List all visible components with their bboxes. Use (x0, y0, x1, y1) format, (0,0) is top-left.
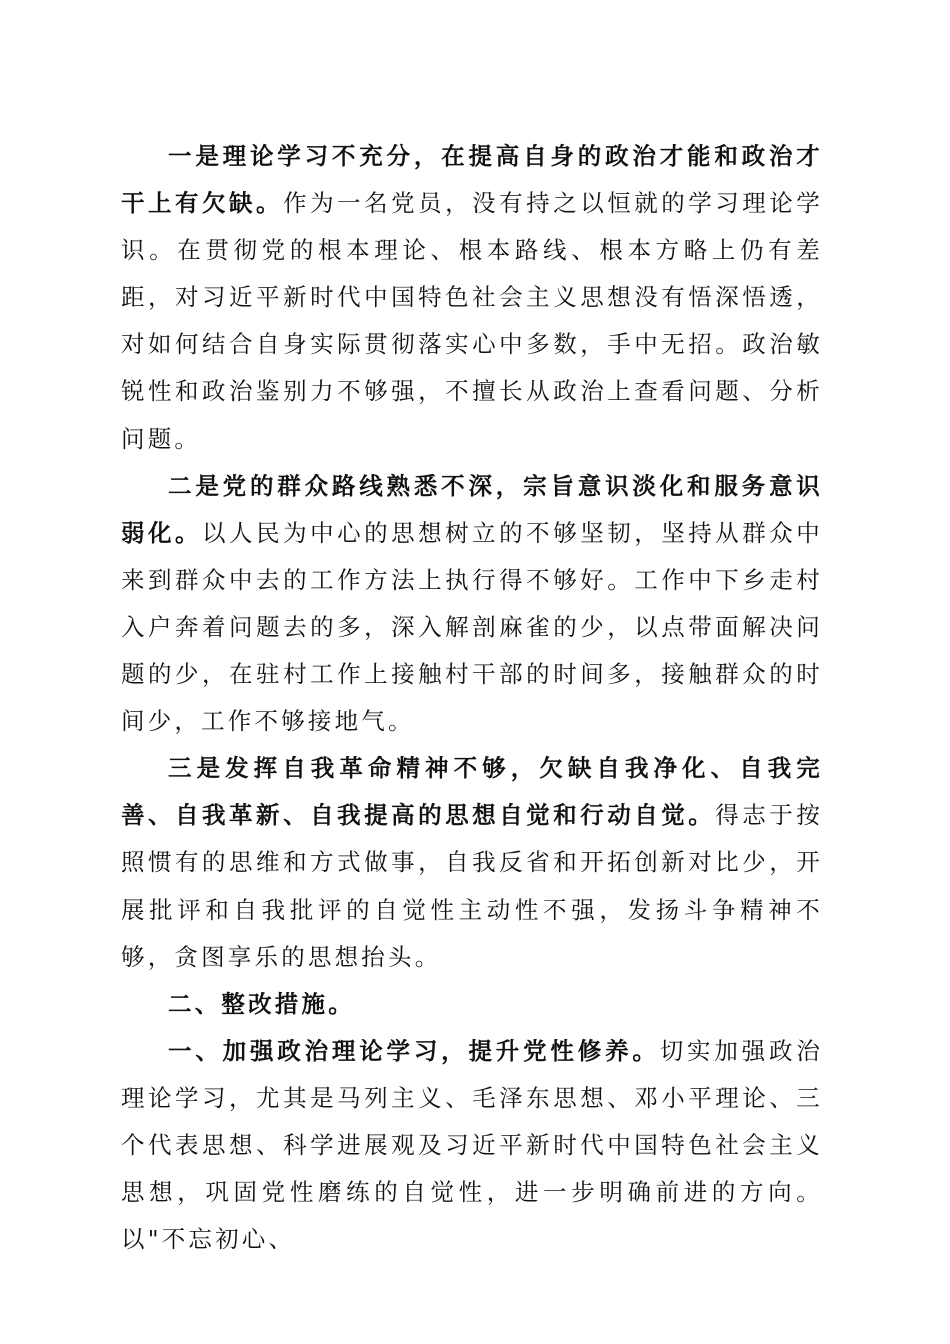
paragraph-problem-2 (121, 463, 823, 746)
paragraph-lead: 一、加强政治理论学习，提升党性修养。 (168, 1036, 660, 1065)
paragraph-lead: 三是发挥自我革命精神不够，欠缺自我净化、自我完善、自我革新、自我提高的思想自觉和行动自觉。 (121, 754, 823, 830)
paragraph-lead: 一是理论学习不充分，在提高自身的政治才能和政治才干上有欠缺。 (121, 142, 823, 218)
paragraph-problem-3 (121, 745, 823, 980)
document-page (121, 133, 823, 1263)
paragraph-body: 以人民为中心的思想树立的不够坚韧，坚持从群众中来到群众中去的工作方法上执行得不够好。工作中下乡走村入户奔着问题去的多，深入解剖麻雀的少，以点带面解决问题的少，在驻村工作上接触村干部的时间多，接触群众的时间少，工作不够接地气。 (121, 518, 823, 736)
paragraph-problem-1 (121, 133, 823, 463)
section-heading: 二、整改措施。 (168, 989, 355, 1018)
paragraph-body: 切实加强政治理论学习，尤其是马列主义、毛泽东思想、邓小平理论、三个代表思想、科学进展观及习近平新时代中国特色社会主义思想，巩固党性磨练的自觉性，进一步明确前进的方向。以"不忘初心、 (121, 1036, 823, 1254)
paragraph-measure-1 (121, 1028, 823, 1263)
paragraph-lead: 二是党的群众路线熟悉不深，宗旨意识淡化和服务意识弱化。 (121, 471, 823, 547)
paragraph-body: 得志于按照惯有的思维和方式做事，自我反省和开拓创新对比少，开展批评和自我批评的自觉性主动性不强，发扬斗争精神不够，贪图享乐的思想抬头。 (121, 801, 823, 971)
paragraph-body: 作为一名党员，没有持之以恒就的学习理论学识。在贯彻党的根本理论、根本路线、根本方略上仍有差距，对习近平新时代中国特色社会主义思想没有悟深悟透，对如何结合自身实际贯彻落实心中多数，手中无招。政治敏锐性和政治鉴别力不够强，不擅长从政治上查看问题、分析问题。 (121, 189, 824, 453)
